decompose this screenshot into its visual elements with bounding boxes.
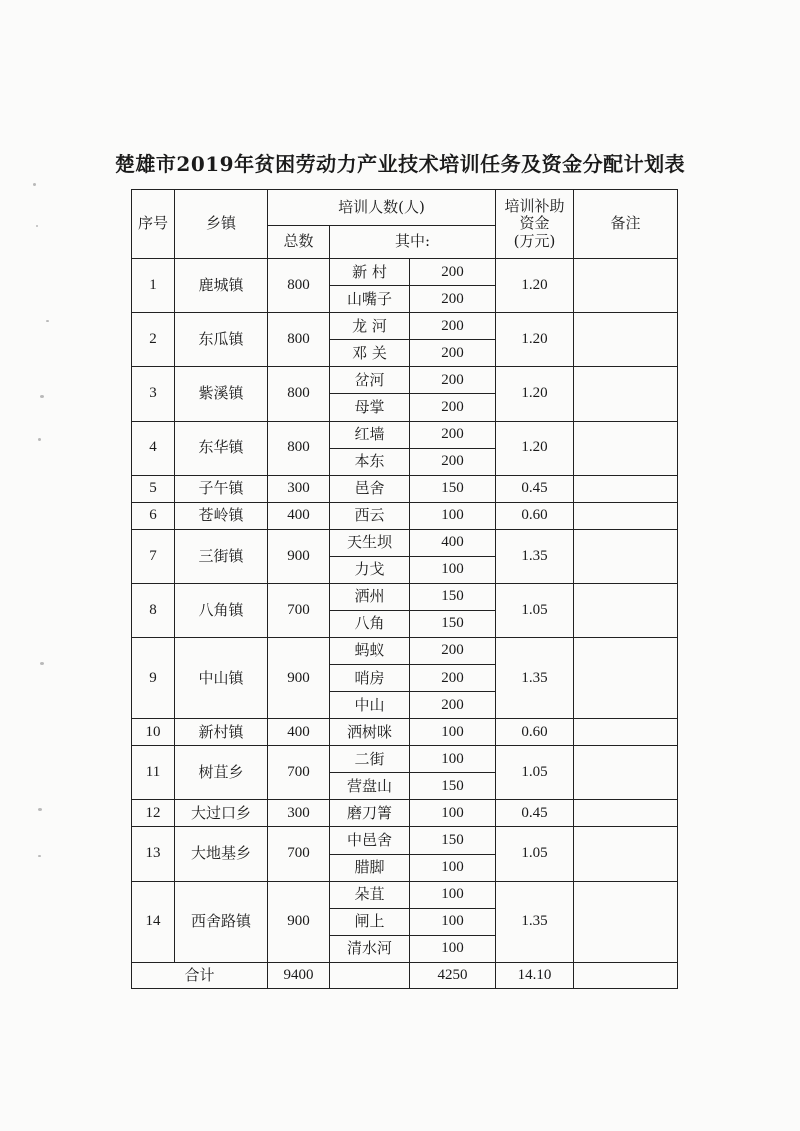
village-name: 龙 河 — [330, 313, 410, 340]
village-name: 清水河 — [330, 935, 410, 962]
row-fund: 1.35 — [496, 881, 574, 962]
row-seq: 7 — [132, 529, 175, 583]
village-name: 洒树咪 — [330, 719, 410, 746]
village-name: 邑舍 — [330, 475, 410, 502]
village-count: 100 — [410, 746, 496, 773]
scan-speck — [36, 225, 38, 227]
row-remark — [574, 638, 678, 719]
village-count: 200 — [410, 394, 496, 421]
row-seq: 14 — [132, 881, 175, 962]
village-count: 100 — [410, 881, 496, 908]
row-town: 大地基乡 — [175, 827, 268, 881]
table-row — [132, 259, 678, 286]
row-total: 400 — [268, 719, 330, 746]
table-row — [132, 475, 678, 502]
row-fund: 1.35 — [496, 529, 574, 583]
row-town: 子午镇 — [175, 475, 268, 502]
row-fund: 1.05 — [496, 746, 574, 800]
header-remark: 备注 — [574, 190, 678, 259]
village-count: 200 — [410, 448, 496, 475]
row-seq: 10 — [132, 719, 175, 746]
village-name: 二街 — [330, 746, 410, 773]
scan-speck — [40, 662, 44, 665]
header-subsidy-line3: (万元) — [513, 231, 556, 250]
document-title: 楚雄市2019年贫困劳动力产业技术培训任务及资金分配计划表 — [114, 152, 686, 176]
row-fund: 1.20 — [496, 421, 574, 475]
village-count: 150 — [410, 773, 496, 800]
row-remark — [574, 583, 678, 637]
table-row — [132, 827, 678, 854]
village-name: 新 村 — [330, 259, 410, 286]
village-count: 100 — [410, 854, 496, 881]
row-total: 300 — [268, 475, 330, 502]
row-town: 树苴乡 — [175, 746, 268, 800]
row-total: 800 — [268, 259, 330, 313]
row-remark — [574, 800, 678, 827]
summary-village-empty — [330, 962, 410, 988]
header-subsidy-line2: 资金 — [519, 214, 550, 233]
row-town: 三街镇 — [175, 529, 268, 583]
row-seq: 5 — [132, 475, 175, 502]
row-town: 东瓜镇 — [175, 313, 268, 367]
table-row — [132, 800, 678, 827]
village-name: 蚂蚁 — [330, 638, 410, 665]
row-remark — [574, 421, 678, 475]
row-remark — [574, 475, 678, 502]
row-fund: 1.20 — [496, 367, 574, 421]
header-seq: 序号 — [132, 190, 175, 259]
summary-total: 9400 — [268, 962, 330, 988]
row-fund: 1.20 — [496, 313, 574, 367]
row-seq: 8 — [132, 583, 175, 637]
village-count: 200 — [410, 692, 496, 719]
row-total: 400 — [268, 502, 330, 529]
header-trainees: 培训人数(人) — [268, 190, 496, 226]
village-count: 100 — [410, 502, 496, 529]
village-name: 中山 — [330, 692, 410, 719]
village-name: 朵苴 — [330, 881, 410, 908]
summary-row — [132, 962, 678, 988]
allocation-table — [131, 189, 678, 989]
row-town: 苍岭镇 — [175, 502, 268, 529]
row-seq: 9 — [132, 638, 175, 719]
scan-speck — [38, 855, 41, 857]
table-row — [132, 367, 678, 394]
village-count: 200 — [410, 259, 496, 286]
village-count: 200 — [410, 340, 496, 367]
row-total: 700 — [268, 746, 330, 800]
row-total: 300 — [268, 800, 330, 827]
village-count: 150 — [410, 610, 496, 637]
row-remark — [574, 827, 678, 881]
row-seq: 4 — [132, 421, 175, 475]
row-total: 800 — [268, 421, 330, 475]
row-total: 700 — [268, 827, 330, 881]
row-town: 八角镇 — [175, 583, 268, 637]
row-remark — [574, 502, 678, 529]
row-town: 中山镇 — [175, 638, 268, 719]
village-name: 岔河 — [330, 367, 410, 394]
row-fund: 1.05 — [496, 827, 574, 881]
summary-fund-total: 14.10 — [496, 962, 574, 988]
row-town: 西舍路镇 — [175, 881, 268, 962]
summary-label: 合计 — [132, 962, 268, 988]
row-remark — [574, 719, 678, 746]
table-row — [132, 583, 678, 610]
row-total: 900 — [268, 638, 330, 719]
table-row — [132, 719, 678, 746]
village-name: 洒州 — [330, 583, 410, 610]
row-town: 东华镇 — [175, 421, 268, 475]
row-fund: 0.45 — [496, 475, 574, 502]
row-seq: 12 — [132, 800, 175, 827]
row-total: 800 — [268, 367, 330, 421]
village-name: 力戈 — [330, 556, 410, 583]
village-name: 腊脚 — [330, 854, 410, 881]
table-row — [132, 746, 678, 773]
row-fund: 1.05 — [496, 583, 574, 637]
scan-speck — [38, 438, 41, 441]
village-count: 200 — [410, 421, 496, 448]
row-town: 大过口乡 — [175, 800, 268, 827]
row-remark — [574, 313, 678, 367]
row-town: 紫溪镇 — [175, 367, 268, 421]
row-seq: 13 — [132, 827, 175, 881]
header-subsidy — [496, 190, 574, 259]
village-name: 哨房 — [330, 665, 410, 692]
table-row — [132, 638, 678, 665]
header-row-1 — [132, 190, 678, 226]
table-body — [132, 190, 678, 989]
village-count: 100 — [410, 800, 496, 827]
row-remark — [574, 881, 678, 962]
summary-remark — [574, 962, 678, 988]
village-name: 邓 关 — [330, 340, 410, 367]
row-total: 900 — [268, 881, 330, 962]
row-town: 鹿城镇 — [175, 259, 268, 313]
scan-speck — [40, 395, 44, 398]
scan-speck — [46, 320, 49, 322]
table-row — [132, 421, 678, 448]
summary-village-total: 4250 — [410, 962, 496, 988]
village-count: 200 — [410, 665, 496, 692]
village-count: 200 — [410, 367, 496, 394]
village-name: 山嘴子 — [330, 286, 410, 313]
village-count: 100 — [410, 719, 496, 746]
table-row — [132, 881, 678, 908]
table-row — [132, 313, 678, 340]
village-count: 150 — [410, 475, 496, 502]
row-seq: 6 — [132, 502, 175, 529]
village-count: 200 — [410, 638, 496, 665]
table-row — [132, 529, 678, 556]
header-among: 其中: — [330, 226, 496, 259]
row-fund: 1.35 — [496, 638, 574, 719]
village-name: 天生坝 — [330, 529, 410, 556]
village-name: 中邑舍 — [330, 827, 410, 854]
village-count: 150 — [410, 583, 496, 610]
scan-speck — [38, 808, 42, 811]
village-name: 本东 — [330, 448, 410, 475]
village-name: 母掌 — [330, 394, 410, 421]
scan-speck — [33, 183, 36, 186]
header-subsidy-line1: 培训补助 — [504, 197, 565, 216]
row-total: 900 — [268, 529, 330, 583]
row-total: 700 — [268, 583, 330, 637]
row-fund: 0.60 — [496, 719, 574, 746]
village-count: 100 — [410, 556, 496, 583]
village-count: 400 — [410, 529, 496, 556]
row-remark — [574, 529, 678, 583]
row-fund: 0.60 — [496, 502, 574, 529]
village-name: 八角 — [330, 610, 410, 637]
village-count: 200 — [410, 313, 496, 340]
village-name: 西云 — [330, 502, 410, 529]
row-remark — [574, 746, 678, 800]
village-name: 营盘山 — [330, 773, 410, 800]
village-name: 红墙 — [330, 421, 410, 448]
village-name: 磨刀箐 — [330, 800, 410, 827]
village-count: 150 — [410, 827, 496, 854]
header-total: 总数 — [268, 226, 330, 259]
row-fund: 1.20 — [496, 259, 574, 313]
row-seq: 1 — [132, 259, 175, 313]
village-count: 100 — [410, 935, 496, 962]
row-fund: 0.45 — [496, 800, 574, 827]
row-town: 新村镇 — [175, 719, 268, 746]
header-town: 乡镇 — [175, 190, 268, 259]
row-seq: 11 — [132, 746, 175, 800]
village-count: 200 — [410, 286, 496, 313]
village-name: 闸上 — [330, 908, 410, 935]
row-remark — [574, 367, 678, 421]
row-seq: 2 — [132, 313, 175, 367]
table-row — [132, 502, 678, 529]
village-count: 100 — [410, 908, 496, 935]
row-total: 800 — [268, 313, 330, 367]
row-seq: 3 — [132, 367, 175, 421]
row-remark — [574, 259, 678, 313]
